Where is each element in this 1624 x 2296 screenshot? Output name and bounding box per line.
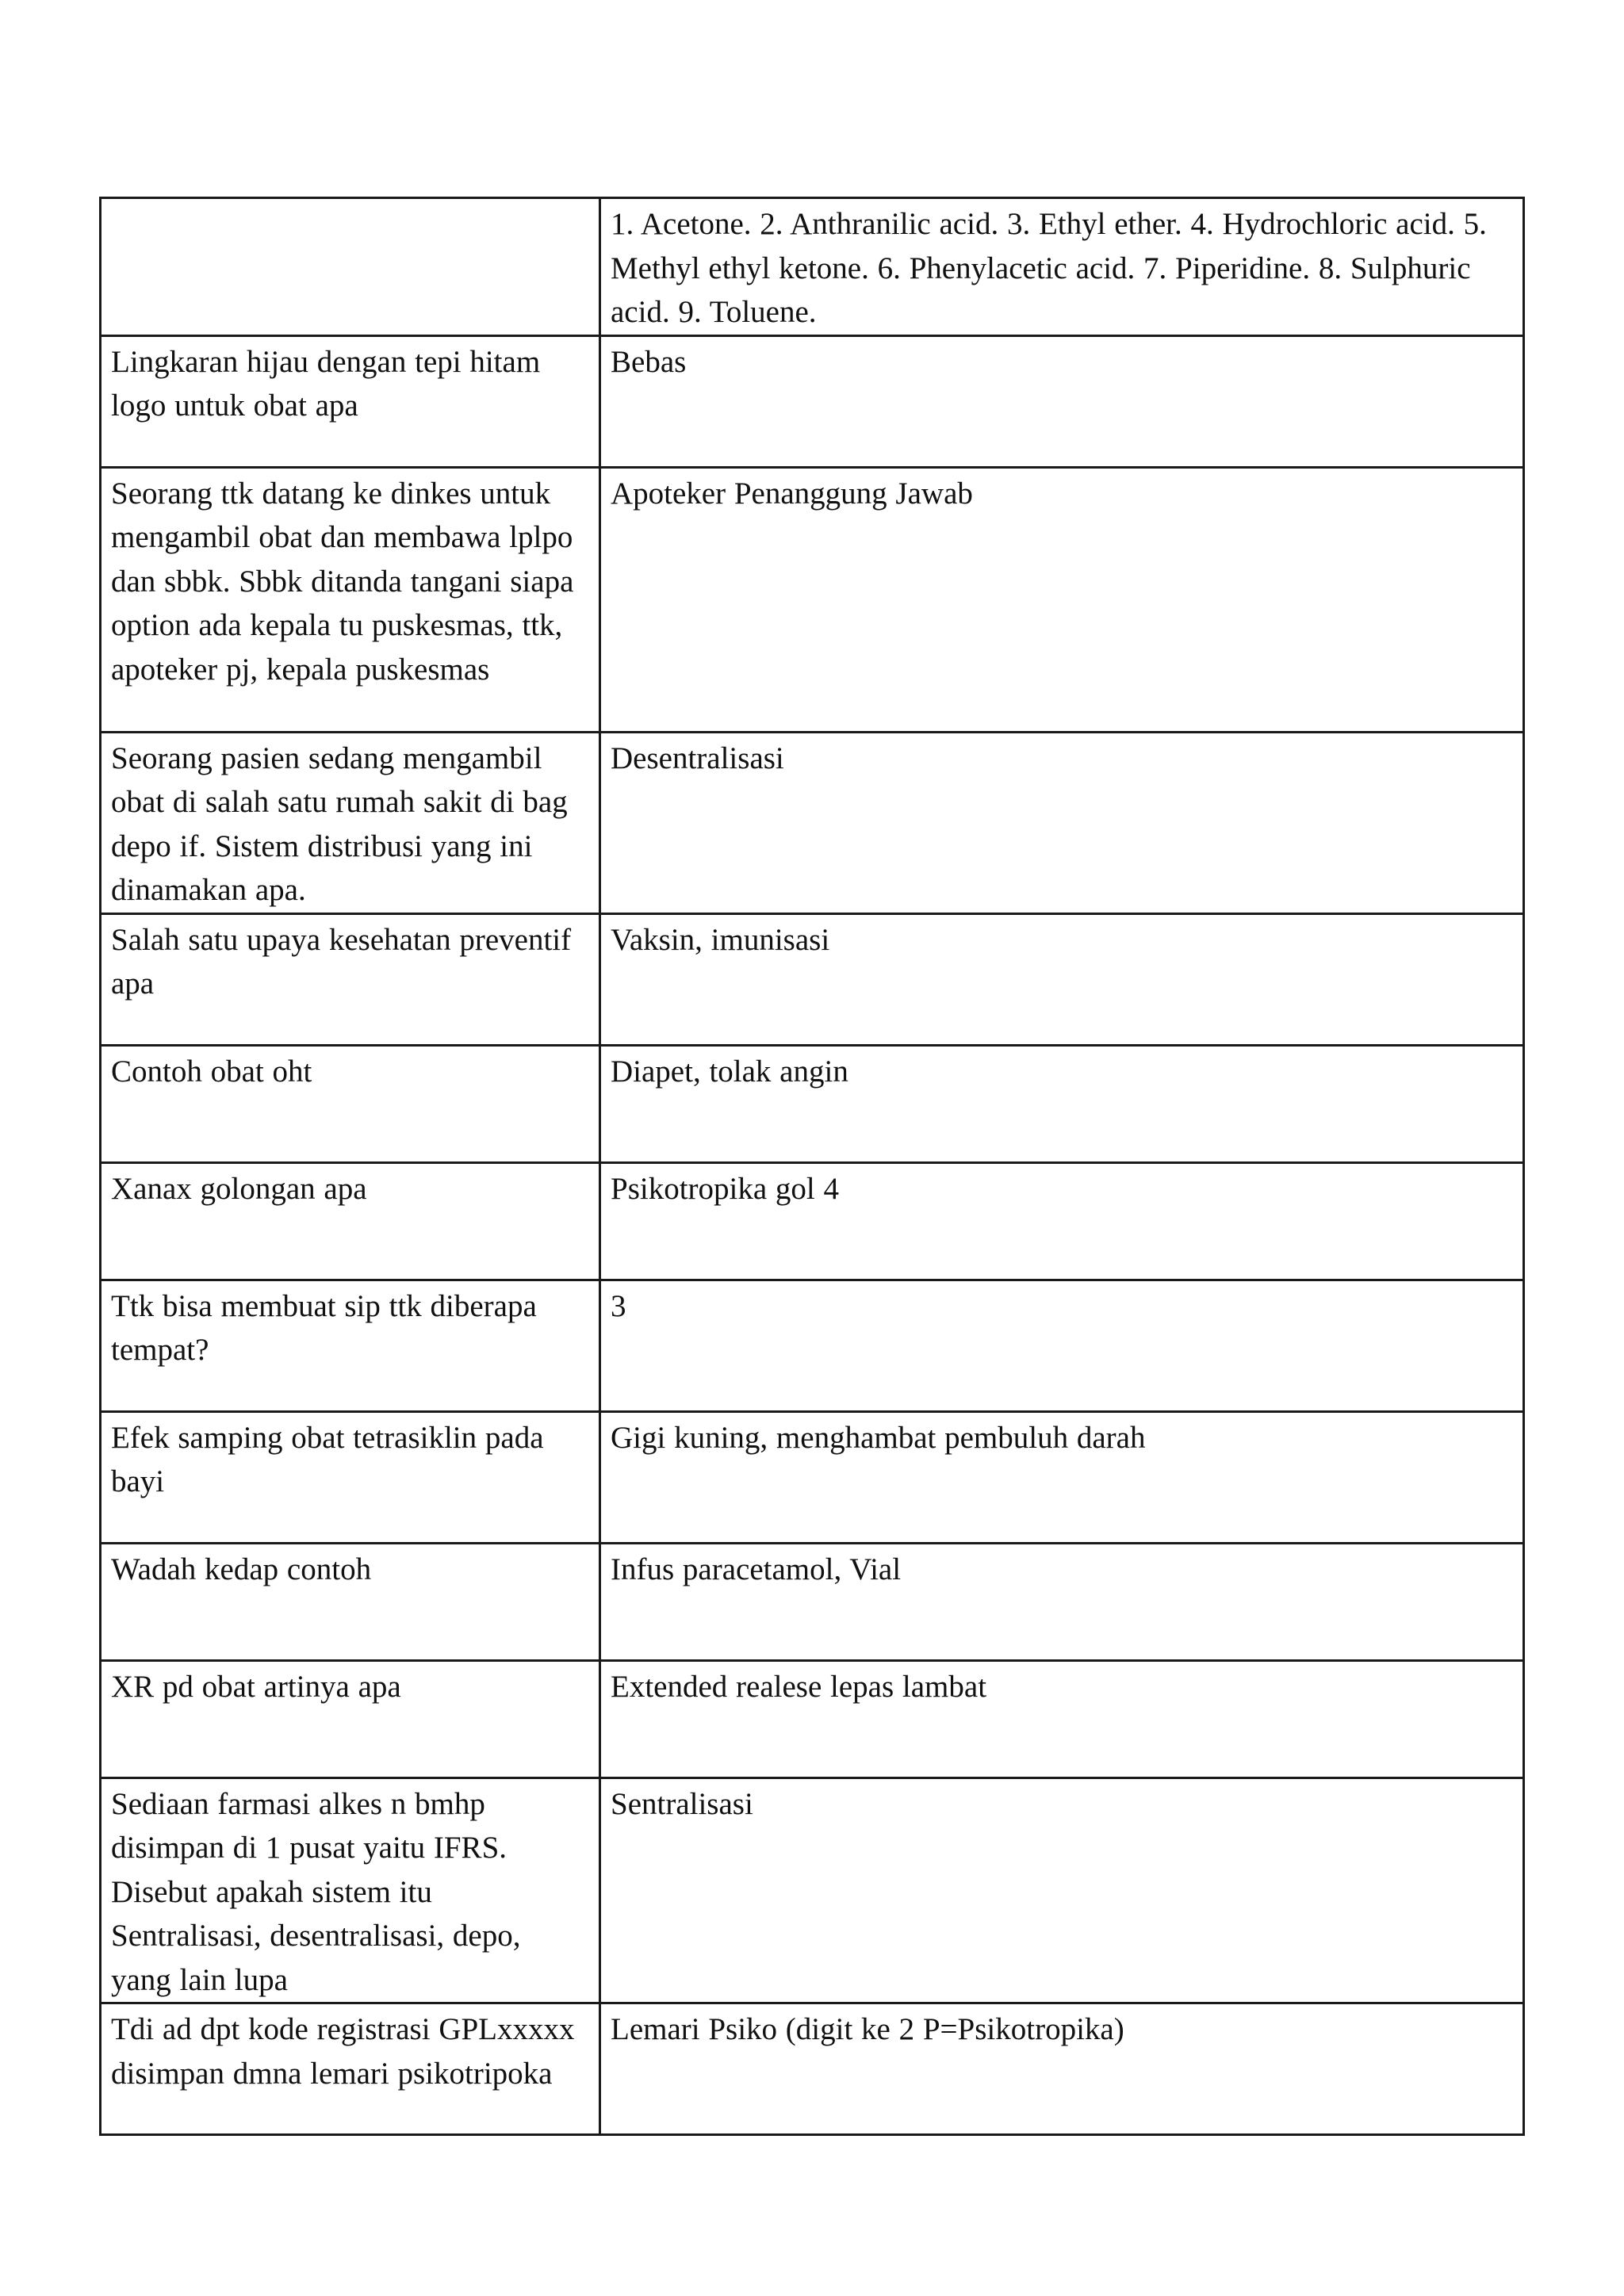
question-cell xyxy=(101,198,600,336)
question-cell: Lingkaran hijau dengan tepi hitam logo untuk obat apa xyxy=(101,335,600,467)
answer-cell: Gigi kuning, menghambat pembuluh darah xyxy=(600,1411,1524,1543)
question-cell: Xanax golongan apa xyxy=(101,1162,600,1280)
answer-cell: Vaksin, imunisasi xyxy=(600,913,1524,1045)
question-cell: Efek samping obat tetrasiklin pada bayi xyxy=(101,1411,600,1543)
table-row xyxy=(101,1543,1524,1660)
question-cell: Wadah kedap contoh xyxy=(101,1543,600,1660)
table-row xyxy=(101,913,1524,1045)
answer-cell: Bebas xyxy=(600,335,1524,467)
question-cell: Seorang pasien sedang mengambil obat di salah satu rumah sakit di bag depo if. Sistem distribusi yang ini dinamakan apa. xyxy=(101,732,600,913)
answer-cell: Lemari Psiko (digit ke 2 P=Psikotropika) xyxy=(600,2003,1524,2135)
table-row xyxy=(101,732,1524,913)
table-row xyxy=(101,1777,1524,2003)
table-row xyxy=(101,1280,1524,1411)
question-cell: Ttk bisa membuat sip ttk diberapa tempat? xyxy=(101,1280,600,1411)
answer-cell: Diapet, tolak angin xyxy=(600,1045,1524,1162)
table-row xyxy=(101,1411,1524,1543)
table-row xyxy=(101,1045,1524,1162)
question-cell: Tdi ad dpt kode registrasi GPLxxxxx disimpan dmna lemari psikotripoka xyxy=(101,2003,600,2135)
question-cell: Sediaan farmasi alkes n bmhp disimpan di 1 pusat yaitu IFRS. Disebut apakah sistem itu Sentralisasi, desentralisasi, depo, yang lain lupa xyxy=(101,1777,600,2003)
answer-cell: Apoteker Penanggung Jawab xyxy=(600,467,1524,732)
table-row xyxy=(101,198,1524,336)
answer-cell: Sentralisasi xyxy=(600,1777,1524,2003)
table-row xyxy=(101,335,1524,467)
table-row xyxy=(101,1162,1524,1280)
answer-cell: Infus paracetamol, Vial xyxy=(600,1543,1524,1660)
answer-cell: Desentralisasi xyxy=(600,732,1524,913)
table-row xyxy=(101,467,1524,732)
question-cell: XR pd obat artinya apa xyxy=(101,1660,600,1777)
question-cell: Contoh obat oht xyxy=(101,1045,600,1162)
answer-cell: Psikotropika gol 4 xyxy=(600,1162,1524,1280)
question-cell: Seorang ttk datang ke dinkes untuk mengambil obat dan membawa lplpo dan sbbk. Sbbk ditanda tangani siapa option ada kepala tu puskesmas, ttk, apoteker pj, kepala puskesmas xyxy=(101,467,600,732)
table-row xyxy=(101,1660,1524,1777)
qa-table xyxy=(99,197,1525,2136)
question-cell: Salah satu upaya kesehatan preventif apa xyxy=(101,913,600,1045)
answer-cell: 1. Acetone. 2. Anthranilic acid. 3. Ethyl ether. 4. Hydrochloric acid. 5. Methyl ethyl ketone. 6. Phenylacetic acid. 7. Piperidine. 8. Sulphuric acid. 9. Toluene. xyxy=(600,198,1524,336)
table-row xyxy=(101,2003,1524,2135)
answer-cell: 3 xyxy=(600,1280,1524,1411)
answer-cell: Extended realese lepas lambat xyxy=(600,1660,1524,1777)
